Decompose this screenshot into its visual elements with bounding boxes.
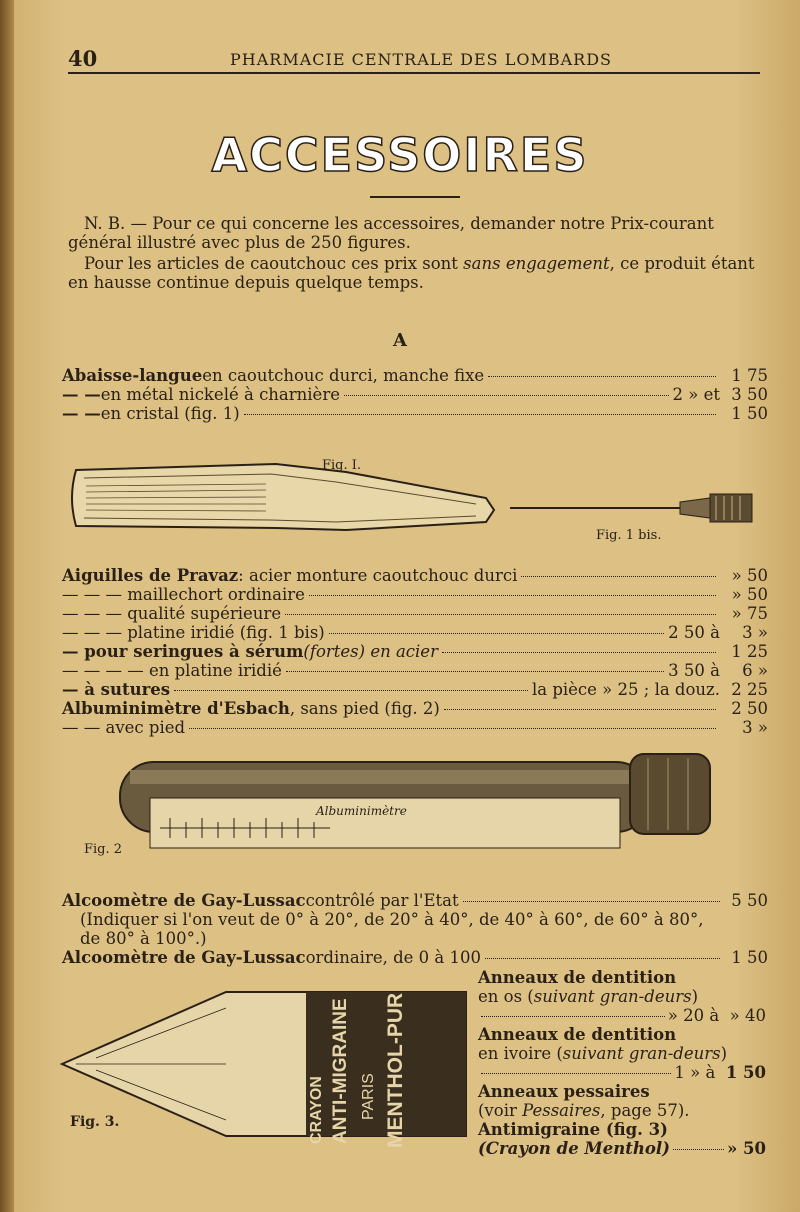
albuminimeter-illustration (100, 748, 714, 860)
intro-caoutchouc-a: Pour les articles de caoutchouc ces prix sont (84, 254, 464, 273)
entry-title: Anneaux de dentition (478, 1025, 677, 1044)
price-row (62, 604, 768, 623)
leader-dots (329, 633, 664, 634)
row-price: 5 50 (731, 891, 768, 910)
row-price: 6 » (742, 661, 768, 680)
row-mid: 2 50 à (668, 623, 720, 642)
entry-em: suivant gran-deurs (562, 1044, 721, 1063)
row-label-bold: Alcoomètre de Gay-Lussac (62, 891, 306, 910)
entry-detail (478, 1044, 766, 1063)
intro-caoutchouc (68, 254, 768, 292)
leader-dots (174, 690, 528, 691)
fig3-label-paris: PARIS (360, 1073, 377, 1120)
row-label-bold: Abaisse-langue (62, 366, 203, 385)
row-label: en métal nickelé à charnière (100, 385, 340, 404)
row-mid: 3 50 à (668, 661, 720, 680)
entry-em: (Crayon de Menthol) (478, 1139, 670, 1158)
row-price: 2 25 (731, 680, 768, 699)
intro-caoutchouc-em: sans engagement (463, 254, 610, 273)
row-label-bold: Aiguilles de Pravaz (62, 566, 239, 585)
entry-em: suivant gran-deurs (533, 987, 692, 1006)
tongue-depressor-illustration (66, 450, 506, 540)
leader-dots (481, 1073, 671, 1074)
entry-text: en ivoire ( (478, 1044, 563, 1063)
leader-dots (285, 614, 716, 615)
intro-caoutchouc-b: , ce produit étant en hausse continue depuis quelque temps. (68, 254, 755, 292)
price-row (62, 891, 768, 910)
price-row (62, 680, 768, 699)
section-title: ACCESSOIRES (211, 128, 589, 182)
row-price: 1 75 (731, 366, 768, 385)
price-row (62, 566, 768, 585)
row-price: 3 » (742, 623, 768, 642)
entry-title: Anneaux pessaires (478, 1082, 650, 1101)
price-row (62, 699, 768, 718)
entry-price: 1 50 (725, 1063, 766, 1082)
row-label-bold: Alcoomètre de Gay-Lussac (62, 948, 306, 967)
fig3-caption: Fig. 3. (70, 1114, 120, 1130)
row-label: — — — platine iridié (fig. 1 bis) (62, 623, 325, 642)
entry-mid: » 20 à (667, 1006, 720, 1025)
needle-illustration (510, 490, 756, 526)
row-label: — — — qualité supérieure (62, 604, 282, 623)
fig3-label-menthol: MENTHOL-PUR (384, 992, 407, 1148)
price-row (62, 585, 768, 604)
row-label: — — avec pied (62, 718, 186, 737)
letter-heading: A (393, 330, 407, 351)
price-row (62, 642, 768, 661)
leader-dots (189, 728, 716, 729)
row-price: 1 50 (731, 404, 768, 423)
row-mid: 2 » et (672, 385, 720, 404)
leader-dots (485, 958, 720, 959)
alcoometre-note: (Indiquer si l'on veut de 0° à 20°, de 20° à 40°, de 40° à 60°, de 60° à 80°, de 80° à 100°.) (80, 910, 704, 948)
row-label: — — — — en platine iridié (62, 661, 282, 680)
title-separator (370, 196, 460, 198)
price-row (62, 948, 768, 967)
row-label-bold: — pour seringues à sérum (62, 642, 304, 661)
price-row (62, 718, 768, 737)
row-price: 1 25 (731, 642, 768, 661)
row-price: 1 50 (731, 948, 768, 967)
entry-tail: , page 57). (600, 1101, 690, 1120)
leader-dots (309, 595, 716, 596)
leader-dots (286, 671, 664, 672)
row-label: ordinaire, de 0 à 100 (305, 948, 481, 967)
row-label: en cristal (fig. 1) (100, 404, 240, 423)
price-row (62, 623, 768, 642)
entry-price-row (478, 1006, 766, 1025)
row-label-bold: — — (62, 385, 101, 404)
entry-title: Anneaux de dentition (478, 968, 677, 987)
right-column (478, 968, 766, 1158)
row-label-bold: Albuminimètre d'Esbach (62, 699, 290, 718)
entry-detail (478, 1101, 766, 1120)
price-row (62, 404, 768, 423)
fig3-label-antimigraine: ANTI-MIGRAINE (330, 998, 351, 1144)
row-price: 3 50 (731, 385, 768, 404)
row-price: 2 50 (731, 699, 768, 718)
entry-title: Antimigraine (fig. 3) (478, 1120, 668, 1139)
leader-dots (463, 901, 720, 902)
leader-dots (521, 576, 716, 577)
fig2-caption: Fig. 2 (84, 842, 123, 857)
entry-tail: ) (691, 987, 699, 1006)
row-price: » 75 (731, 604, 768, 623)
price-row (62, 366, 768, 385)
header-rule (68, 72, 760, 74)
leader-dots (344, 395, 669, 396)
row-price: » 50 (731, 585, 768, 604)
intro-nb: N. B. — Pour ce qui concerne les accessoires, demander notre Prix-courant général illustré avec plus de 250 figures. (68, 214, 714, 252)
entry-price: » 50 (726, 1139, 766, 1158)
row-label-bold: — — (62, 404, 101, 423)
row-label: — — — maillechort ordinaire (62, 585, 305, 604)
fig1bis-caption: Fig. 1 bis. (596, 528, 662, 543)
row-price: 3 » (742, 718, 768, 737)
entry-price: » 40 (729, 1006, 766, 1025)
running-title: PHARMACIE CENTRALE DES LOMBARDS (230, 50, 612, 69)
row-label-bold: — à sutures (62, 680, 171, 699)
leader-dots (673, 1149, 724, 1150)
row-label: , sans pied (fig. 2) (289, 699, 440, 718)
entry-text: (voir (478, 1101, 523, 1120)
entry-text: en os ( (478, 987, 534, 1006)
leader-dots (481, 1016, 665, 1017)
row-price: » 50 (731, 566, 768, 585)
leader-dots (244, 414, 716, 415)
entry-price-row (478, 1139, 766, 1158)
page-number: 40 (68, 46, 98, 71)
entry-price-row (478, 1063, 766, 1082)
row-label: en caoutchouc durci, manche fixe (202, 366, 485, 385)
price-row (62, 385, 768, 404)
entry-em: Pessaires (522, 1101, 601, 1120)
entry-tail: ) (720, 1044, 728, 1063)
row-label: : acier monture caoutchouc durci (238, 566, 518, 585)
fig3-label-crayon: CRAYON (308, 1076, 325, 1144)
fig1-caption: Fig. I. (322, 458, 362, 473)
leader-dots (442, 652, 716, 653)
row-label: (fortes) en acier (303, 642, 438, 661)
row-mid: la pièce » 25 ; la douz. (531, 680, 720, 699)
entry-mid: 1 » à (674, 1063, 716, 1082)
price-row (62, 661, 768, 680)
row-label: contrôlé par l'Etat (305, 891, 459, 910)
fig2-tube-label: Albuminimètre (316, 804, 407, 818)
entry-detail (478, 987, 766, 1006)
leader-dots (488, 376, 716, 377)
leader-dots (444, 709, 716, 710)
